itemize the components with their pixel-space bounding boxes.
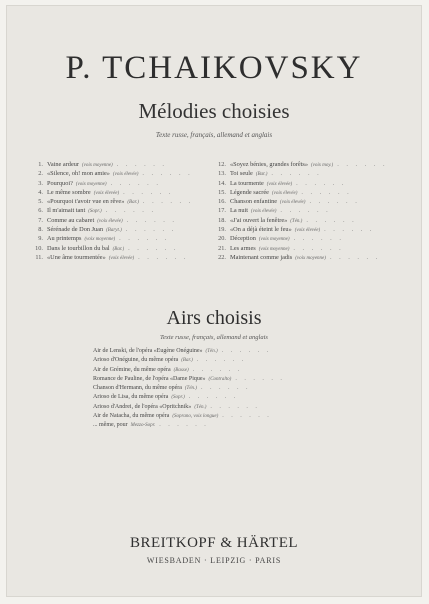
list-item: 12. «Soyez bénies, grandes forêts» (voix moy.) . . . . . .	[218, 161, 388, 168]
list-item: Romance de Pauline, de l'opéra «Dame Pique» (Contralto) . . . . . .	[93, 375, 285, 382]
list-item: 2. «Silence, oh! mon amie» (voix élevée) . . . . . .	[38, 170, 193, 178]
collection-subtitle: Texte russe, français, allemand et anglais	[155, 131, 273, 139]
list-item: 3. Pourquoi? (voix moyenne) . . . . . .	[38, 179, 161, 187]
publisher-name: BREITKOPF & HÄRTEL	[129, 535, 299, 551]
song-list-left	[31, 161, 215, 263]
airs-subtitle: Texte russe, français, allemand et anglais	[160, 334, 268, 341]
list-item: 8. Sérénade de Don Juan (Baryt.) . . . . . .	[38, 226, 177, 234]
composer-name: P. TCHAIKOVSKY	[65, 50, 363, 86]
list-item: 13. Toi seule (Bar.) . . . . . .	[218, 170, 322, 178]
list-item: 20. Déception (voix moyenne) . . . . . .	[218, 235, 344, 243]
list-item: 11. «Une âme tourmentée» (voix élevée) . . . . . .	[35, 253, 189, 261]
list-item: 18. «J'ai ouvert la fenêtre» (Tén.) . . . . . .	[218, 216, 357, 224]
list-item: ... même, pour Mezzo-Sopr. . . . . . .	[93, 422, 209, 429]
airs-title: Airs choisis	[166, 307, 262, 329]
song-list-right	[214, 161, 404, 263]
list-item: 5. «Pourquoi t'avoir vue en rêve» (Bar.) . . . . . .	[38, 198, 194, 206]
list-item: 14. La tourmente (voix élevée) . . . . . .	[218, 179, 347, 187]
list-item: 21. Les armes (voix moyenne) . . . . . .	[218, 244, 344, 252]
list-item: Arioso d'Andrei, de l'opéra «Opritchnik» (Tén.) . . . . . .	[93, 403, 260, 410]
list-item: Arioso de Lisa, du même opéra (Sopr.) . . . . . .	[93, 394, 239, 401]
list-item: 19. «On a déjà éteint le feu» (voix élevée) . . . . . .	[218, 226, 375, 234]
airs-list	[93, 347, 363, 431]
list-item: 17. La nuit (voix élevée) . . . . . .	[218, 207, 331, 215]
publisher-cities: WIESBADEN · LEIPZIG · PARIS	[146, 556, 282, 565]
list-item: Air de Lenski, de l'opéra «Eugène Onéguine» (Tén.) . . . . . .	[93, 348, 272, 354]
collection-title: Mélodies choisies	[138, 99, 290, 123]
list-item: 10. Dans le tourbillon du bal (Bar.) . . . . . .	[35, 244, 179, 252]
list-item: 6. Il m'aimait tant (Sopr.) . . . . . .	[38, 207, 157, 215]
list-item: 22. Maintenant comme jadis (voix moyenne) . . . . . .	[218, 253, 381, 261]
list-item: 4. Le même sombre (voix élevée) . . . . . .	[38, 188, 174, 196]
list-item: Chanson d'Hermann, du même opéra (Tén.) . . . . . .	[93, 385, 251, 392]
list-item: Air de Grémine, du même opéra (Basse) . . . . . .	[93, 366, 243, 373]
sheet-music-cover	[6, 5, 422, 597]
list-item: 15. Légende sacrée (voix élevée) . . . . . .	[218, 188, 352, 196]
list-item: Air de Natacha, du même opéra (Soprano, voix longue) . . . . . .	[93, 413, 272, 420]
list-item: 9. Au printemps (voix moyenne) . . . . . .	[38, 235, 170, 243]
list-item: 7. Comme au cabaret (voix élevée) . . . . . .	[38, 216, 177, 224]
list-item: 1. Vaine ardeur (voix moyenne) . . . . . .	[38, 161, 168, 168]
list-item: 16. Chanson enfantine (voix élevée) . . . . . .	[218, 198, 360, 206]
list-item: Arioso d'Onéguine, du même opéra (Bar.) . . . . . .	[93, 357, 247, 364]
